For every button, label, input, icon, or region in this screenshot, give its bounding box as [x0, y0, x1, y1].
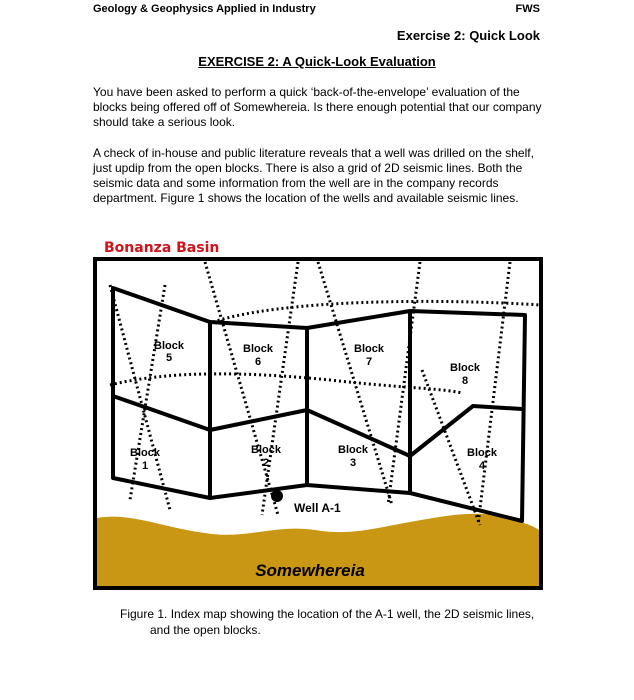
index-map: [92, 256, 544, 592]
background-paragraph: A check of in-house and public literature reveals that a well was drilled on the shelf, just updip from the open blocks. There is also a grid of 2D seismic lines. Both the seismic data and some information from the well are in the company records department. Figure 1 shows the location of the wells and available seismic lines.: [93, 146, 534, 205]
well-label: Well A-1: [294, 501, 341, 515]
basin-title: Bonanza Basin: [104, 240, 220, 256]
course-title: Geology & Geophysics Applied in Industry: [93, 3, 316, 15]
well-a1-marker: [271, 490, 283, 502]
block-3-label: Block 3: [338, 444, 368, 469]
page-title: EXERCISE 2: A Quick-Look Evaluation: [198, 54, 436, 69]
block-2-label: Block 2: [251, 444, 281, 469]
caption-line-1: Figure 1. Index map showing the location of the A-1 well, the 2D seismic lines,: [120, 607, 535, 621]
figure-caption: [120, 606, 550, 638]
author-initials: FWS: [515, 3, 540, 15]
caption-line-2: and the open blocks.: [150, 623, 261, 637]
block-4-label: Block 4: [467, 447, 497, 472]
block-8-label: Block 8: [450, 362, 480, 387]
block-1-label: Block 1: [130, 447, 160, 472]
land-label: Somewhereia: [255, 561, 365, 580]
block-7-label: Block 7: [354, 343, 384, 368]
block-5-label: Block 5: [154, 340, 184, 364]
block-6-label: Block 6: [243, 343, 273, 368]
intro-paragraph: You have been asked to perform a quick ‘back-of-the-envelope’ evaluation of the blocks being offered off of Somewhereia. Is there enough potential that our company should take a serious look.: [93, 85, 542, 129]
exercise-label: Exercise 2: Quick Look: [396, 28, 540, 43]
